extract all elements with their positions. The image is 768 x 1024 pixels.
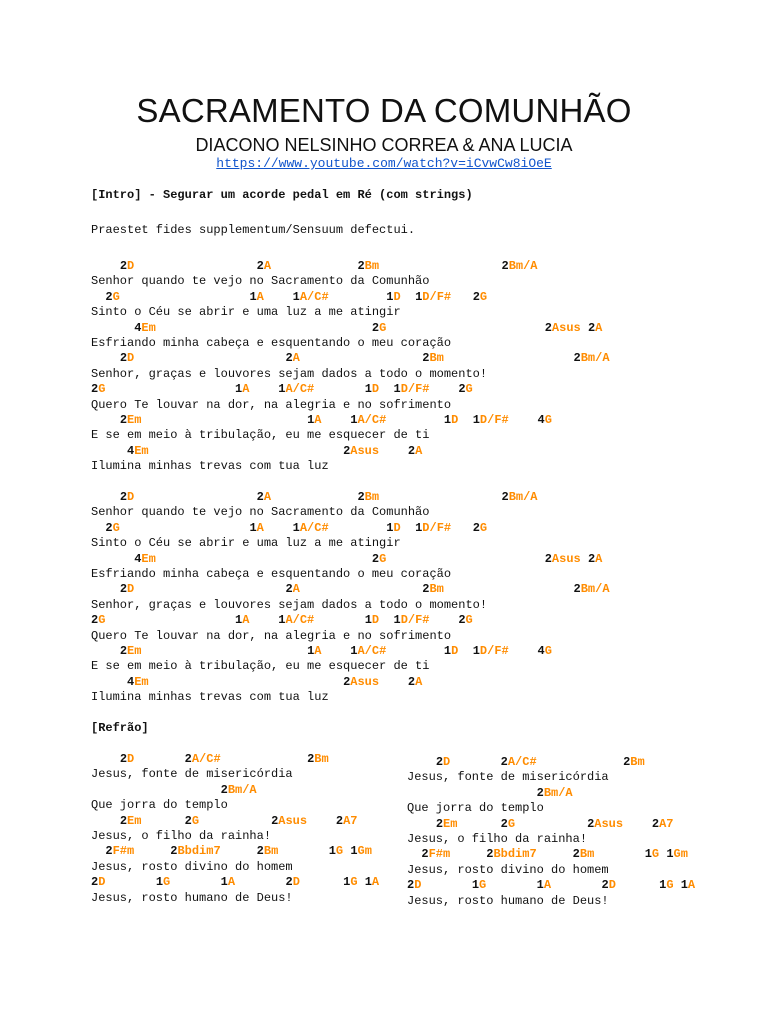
chord-name: G bbox=[98, 613, 106, 628]
chord-name: Bm/A bbox=[508, 490, 538, 504]
chord-name: A bbox=[256, 289, 264, 304]
chord-name: Em bbox=[127, 643, 142, 658]
lyric-line: Senhor, graças e louvores sejam dados a todo o momento! bbox=[91, 597, 488, 612]
chord-name: Bm/A bbox=[227, 782, 257, 797]
chord-finger: 2 bbox=[572, 847, 580, 862]
chord-finger: 2 bbox=[544, 320, 552, 335]
chord-name: G bbox=[112, 289, 120, 304]
chord-finger: 4 bbox=[537, 643, 545, 658]
chord-finger: 2 bbox=[573, 351, 581, 366]
chord-name: G bbox=[544, 412, 552, 427]
chord-line bbox=[91, 351, 610, 366]
chord-finger: 1 bbox=[307, 412, 315, 427]
chord-name: G bbox=[666, 878, 674, 893]
chord-name: A bbox=[415, 674, 423, 689]
chord-finger: 2 bbox=[500, 755, 508, 769]
chord-finger: 2 bbox=[458, 613, 466, 628]
lyric-line: Jesus, rosto divino do homem bbox=[91, 859, 293, 874]
chord-name: G bbox=[544, 643, 552, 658]
chord-finger: 2 bbox=[105, 520, 113, 535]
chord-line bbox=[91, 521, 610, 536]
chord-line bbox=[91, 752, 379, 767]
chord-name: D/F# bbox=[400, 613, 430, 628]
chord-name: Asus bbox=[350, 443, 380, 458]
chord-name: D bbox=[127, 582, 135, 597]
chord-line bbox=[91, 613, 610, 628]
chord-name: D bbox=[127, 752, 135, 766]
chord-name: A bbox=[292, 351, 300, 366]
chord-name: Bm bbox=[364, 490, 380, 504]
chord-name: A bbox=[292, 582, 300, 597]
chord-finger: 2 bbox=[458, 382, 466, 397]
chord-finger: 2 bbox=[285, 582, 293, 597]
chord-finger: 2 bbox=[170, 844, 178, 859]
chord-name: Gm bbox=[357, 844, 372, 859]
chord-name: Bm/A bbox=[543, 785, 573, 800]
chord-name: D bbox=[443, 755, 451, 769]
chord-name: A/C# bbox=[285, 613, 315, 628]
chord-name: D bbox=[98, 875, 106, 890]
chord-name: D bbox=[393, 289, 401, 304]
chord-name: Bbdim7 bbox=[177, 844, 221, 859]
chord-name: Em bbox=[127, 412, 142, 427]
refrain-label: [Refrão] bbox=[91, 721, 149, 735]
chord-name: D/F# bbox=[422, 289, 452, 304]
chord-name: Bm bbox=[314, 752, 329, 766]
chord-finger: 2 bbox=[472, 520, 480, 535]
lyric-line: Jesus, rosto divino do homem bbox=[407, 862, 609, 877]
chord-name: Bm bbox=[263, 844, 279, 859]
chord-name: Bm/A bbox=[580, 582, 610, 597]
chord-name: D/F# bbox=[422, 520, 452, 535]
chord-finger: 1 bbox=[659, 878, 667, 893]
chord-finger: 2 bbox=[105, 844, 113, 859]
chord-line bbox=[91, 382, 610, 397]
chord-name: G bbox=[350, 875, 358, 890]
chord-finger: 2 bbox=[184, 752, 192, 766]
chord-name: A bbox=[263, 490, 272, 504]
chord-finger: 1 bbox=[155, 875, 164, 890]
chord-name: D bbox=[451, 412, 459, 427]
chord-finger: 1 bbox=[220, 875, 228, 890]
chord-name: Bm bbox=[429, 351, 444, 366]
lyric-line: Jesus, fonte de misericórdia bbox=[91, 767, 293, 782]
chord-finger: 1 bbox=[364, 382, 372, 397]
chord-finger: 2 bbox=[651, 816, 660, 831]
chord-name: Bm bbox=[579, 847, 595, 862]
chord-name: Em bbox=[127, 813, 142, 828]
chord-name: Bm bbox=[630, 755, 645, 769]
refrain-right bbox=[407, 755, 695, 909]
chord-finger: 4 bbox=[537, 412, 545, 427]
chord-finger: 1 bbox=[328, 844, 336, 859]
chord-name: Asus bbox=[551, 551, 581, 566]
youtube-link[interactable]: https://www.youtube.com/watch?v=iCvwCw8iOeE bbox=[216, 156, 552, 171]
chord-name: A/C# bbox=[191, 752, 221, 766]
chord-name: A bbox=[242, 613, 250, 628]
chord-name: G bbox=[507, 816, 516, 831]
chord-name: G bbox=[379, 551, 387, 566]
chord-finger: 2 bbox=[256, 259, 264, 273]
chord-name: Em bbox=[134, 443, 149, 458]
chord-name: G bbox=[335, 844, 344, 859]
chord-finger: 2 bbox=[357, 490, 365, 504]
chord-finger: 2 bbox=[91, 613, 99, 628]
chord-finger: 2 bbox=[435, 755, 444, 769]
lyric-line: Senhor quando te vejo no Sacramento da Comunhão bbox=[91, 274, 430, 289]
chord-finger: 2 bbox=[486, 847, 494, 862]
chord-line bbox=[91, 875, 379, 890]
chord-finger: 2 bbox=[271, 813, 279, 828]
chord-name: Em bbox=[134, 674, 149, 689]
chord-name: D bbox=[127, 351, 135, 366]
chord-line bbox=[91, 290, 610, 305]
chord-finger: 2 bbox=[335, 813, 344, 828]
chord-line bbox=[91, 582, 610, 597]
chord-finger: 2 bbox=[536, 785, 544, 800]
lyric-line: Ilumina minhas trevas com tua luz bbox=[91, 459, 329, 474]
chord-line bbox=[407, 847, 695, 862]
lyric-line: Ilumina minhas trevas com tua luz bbox=[91, 690, 329, 705]
chord-finger: 2 bbox=[500, 816, 508, 831]
chord-finger: 1 bbox=[278, 613, 286, 628]
chord-name: D bbox=[371, 613, 380, 628]
chord-finger: 1 bbox=[386, 289, 394, 304]
chord-finger: 1 bbox=[393, 382, 401, 397]
chord-finger: 2 bbox=[184, 813, 192, 828]
chord-finger: 2 bbox=[435, 816, 444, 831]
chord-finger: 2 bbox=[119, 412, 128, 427]
chord-name: A/C# bbox=[285, 382, 315, 397]
chord-finger: 1 bbox=[415, 520, 423, 535]
lyric-line: Jesus, fonte de misericórdia bbox=[407, 770, 609, 785]
chord-name: D/F# bbox=[479, 643, 509, 658]
chord-finger: 2 bbox=[587, 320, 596, 335]
chord-finger: 2 bbox=[119, 582, 128, 597]
chord-finger: 1 bbox=[644, 847, 652, 862]
chord-finger: 2 bbox=[573, 582, 581, 597]
chord-finger: 2 bbox=[422, 582, 430, 597]
chord-name: D/F# bbox=[400, 382, 430, 397]
chord-finger: 2 bbox=[422, 351, 430, 366]
chord-finger: 1 bbox=[472, 412, 480, 427]
chord-name: A/C# bbox=[299, 289, 329, 304]
chord-name: A/C# bbox=[299, 520, 329, 535]
chord-finger: 1 bbox=[292, 289, 300, 304]
chord-line bbox=[91, 444, 610, 459]
chord-finger: 1 bbox=[364, 875, 372, 890]
chord-name: Bm/A bbox=[508, 259, 538, 273]
chord-finger: 4 bbox=[127, 674, 135, 689]
chord-name: A bbox=[543, 878, 552, 893]
chord-name: G bbox=[379, 320, 387, 335]
lyric-line: Que jorra do templo bbox=[407, 801, 544, 816]
chord-finger: 1 bbox=[292, 520, 300, 535]
chord-line bbox=[91, 552, 610, 567]
chord-finger: 2 bbox=[91, 382, 99, 397]
chord-name: A/C# bbox=[357, 643, 387, 658]
chord-finger: 2 bbox=[119, 259, 128, 273]
chord-finger: 2 bbox=[256, 490, 264, 504]
chord-line bbox=[91, 644, 610, 659]
chord-name: D bbox=[127, 259, 135, 273]
chord-name: Asus bbox=[551, 320, 581, 335]
chord-finger: 2 bbox=[544, 551, 552, 566]
chord-finger: 1 bbox=[680, 878, 688, 893]
chord-finger: 1 bbox=[235, 613, 243, 628]
chord-name: Em bbox=[443, 816, 458, 831]
chord-finger: 1 bbox=[536, 878, 544, 893]
chord-finger: 1 bbox=[350, 844, 358, 859]
chord-line bbox=[407, 755, 695, 770]
chord-finger: 1 bbox=[249, 520, 257, 535]
lyric-line: Quero Te louvar na dor, na alegria e no sofrimento bbox=[91, 628, 452, 643]
chord-name: F#m bbox=[428, 847, 451, 862]
chord-finger: 1 bbox=[235, 382, 243, 397]
chord-name: A bbox=[314, 412, 322, 427]
lyric-line: Jesus, o filho da rainha! bbox=[91, 828, 272, 843]
chord-name: Bm bbox=[364, 259, 380, 273]
chord-name: G bbox=[479, 878, 487, 893]
latin-line: Praestet fides supplementum/Sensuum defectui. bbox=[91, 223, 416, 237]
chord-name: D bbox=[292, 875, 300, 890]
chord-finger: 2 bbox=[371, 320, 380, 335]
lyric-line: Esfriando minha cabeça e esquentando o meu coração bbox=[91, 566, 452, 581]
verse-1 bbox=[91, 259, 610, 474]
chord-finger: 2 bbox=[357, 259, 365, 273]
lyric-line: Senhor quando te vejo no Sacramento da Comunhão bbox=[91, 505, 430, 520]
chord-finger: 4 bbox=[134, 551, 142, 566]
chord-finger: 1 bbox=[472, 643, 480, 658]
chord-name: D bbox=[414, 878, 422, 893]
chord-name: A bbox=[687, 878, 696, 893]
chord-name: Em bbox=[141, 551, 156, 566]
chord-finger: 1 bbox=[364, 613, 372, 628]
chord-line bbox=[91, 259, 610, 274]
chord-finger: 2 bbox=[119, 490, 128, 504]
chord-finger: 2 bbox=[119, 643, 128, 658]
chord-name: A bbox=[371, 875, 380, 890]
lyric-line: Esfriando minha cabeça e esquentando o meu coração bbox=[91, 335, 452, 350]
lyric-line: Jesus, rosto humano de Deus! bbox=[407, 893, 609, 908]
chord-finger: 2 bbox=[343, 443, 351, 458]
chord-name: Gm bbox=[673, 847, 688, 862]
chord-finger: 2 bbox=[343, 674, 351, 689]
lyric-line: Sinto o Céu se abrir e uma luz a me atingir bbox=[91, 305, 401, 320]
chord-name: A bbox=[227, 875, 236, 890]
lyric-line: Sinto o Céu se abrir e uma luz a me atingir bbox=[91, 536, 401, 551]
chord-name: A bbox=[256, 520, 264, 535]
chord-finger: 1 bbox=[666, 847, 674, 862]
chord-finger: 2 bbox=[285, 351, 293, 366]
chord-line bbox=[407, 817, 695, 832]
chord-finger: 1 bbox=[443, 412, 452, 427]
chord-finger: 2 bbox=[371, 551, 380, 566]
chord-finger: 4 bbox=[127, 443, 135, 458]
chord-name: Bm bbox=[429, 582, 444, 597]
chord-finger: 1 bbox=[249, 289, 257, 304]
chord-finger: 1 bbox=[386, 520, 394, 535]
chord-name: Asus bbox=[350, 674, 380, 689]
song-artists: DIACONO NELSINHO CORREA & ANA LUCIA bbox=[195, 135, 573, 155]
chord-line bbox=[91, 675, 610, 690]
chord-name: D/F# bbox=[479, 412, 509, 427]
chord-name: A/C# bbox=[357, 412, 387, 427]
chord-name: Bbdim7 bbox=[493, 847, 537, 862]
chord-name: A bbox=[415, 443, 423, 458]
chord-name: A7 bbox=[343, 813, 358, 828]
chord-name: Asus bbox=[594, 816, 624, 831]
chord-finger: 2 bbox=[421, 847, 429, 862]
chord-finger: 2 bbox=[119, 813, 128, 828]
chord-finger: 2 bbox=[407, 443, 416, 458]
chord-name: G bbox=[163, 875, 171, 890]
chord-finger: 1 bbox=[471, 878, 480, 893]
lyric-line: Senhor, graças e louvores sejam dados a todo o momento! bbox=[91, 366, 488, 381]
song-title: SACRAMENTO DA COMUNHÃO bbox=[136, 92, 632, 129]
lyric-line: Quero Te louvar na dor, na alegria e no sofrimento bbox=[91, 397, 452, 412]
chord-name: A bbox=[314, 643, 322, 658]
refrain-left bbox=[91, 752, 379, 906]
chord-name: G bbox=[191, 813, 200, 828]
chord-name: D bbox=[608, 878, 616, 893]
chord-finger: 2 bbox=[472, 289, 480, 304]
chord-line bbox=[91, 783, 379, 798]
chord-line bbox=[91, 844, 379, 859]
chord-line bbox=[407, 786, 695, 801]
chord-finger: 2 bbox=[307, 752, 315, 766]
chord-finger: 4 bbox=[134, 320, 142, 335]
chord-finger: 1 bbox=[350, 412, 358, 427]
intro-label: [Intro] - Segurar um acorde pedal em Ré (com strings) bbox=[91, 188, 473, 202]
chord-finger: 2 bbox=[105, 289, 113, 304]
chord-name: G bbox=[479, 289, 488, 304]
chord-finger: 2 bbox=[587, 816, 595, 831]
chord-finger: 2 bbox=[407, 674, 416, 689]
chord-finger: 1 bbox=[307, 643, 315, 658]
chord-name: A bbox=[595, 551, 603, 566]
chord-name: A/C# bbox=[507, 755, 537, 769]
chord-name: Em bbox=[141, 320, 156, 335]
chord-finger: 2 bbox=[91, 875, 99, 890]
chord-finger: 2 bbox=[220, 782, 228, 797]
chord-name: A bbox=[263, 259, 272, 273]
chord-name: G bbox=[465, 382, 473, 397]
chord-finger: 1 bbox=[350, 643, 358, 658]
chord-finger: 2 bbox=[501, 490, 509, 504]
chord-name: G bbox=[479, 520, 488, 535]
chord-line bbox=[91, 490, 610, 505]
chord-finger: 2 bbox=[587, 551, 596, 566]
chord-finger: 2 bbox=[623, 755, 631, 769]
chord-name: F#m bbox=[112, 844, 135, 859]
lyric-line: E se em meio à tribulação, eu me esquecer de ti bbox=[91, 428, 430, 443]
chord-name: D bbox=[127, 490, 135, 504]
chord-finger: 2 bbox=[601, 878, 609, 893]
lyric-line: Jesus, rosto humano de Deus! bbox=[91, 890, 293, 905]
chord-finger: 2 bbox=[119, 351, 128, 366]
chord-line bbox=[91, 413, 610, 428]
chord-line bbox=[407, 878, 695, 893]
chord-name: D bbox=[371, 382, 380, 397]
chord-finger: 1 bbox=[415, 289, 423, 304]
chord-name: A7 bbox=[659, 816, 674, 831]
chord-finger: 2 bbox=[256, 844, 264, 859]
chord-name: D bbox=[451, 643, 459, 658]
chord-finger: 1 bbox=[278, 382, 286, 397]
lyric-line: Jesus, o filho da rainha! bbox=[407, 831, 588, 846]
chord-line bbox=[91, 321, 610, 336]
chord-finger: 1 bbox=[343, 875, 351, 890]
chord-name: A bbox=[595, 320, 603, 335]
chord-name: G bbox=[465, 613, 473, 628]
chord-name: G bbox=[651, 847, 660, 862]
chord-finger: 1 bbox=[393, 613, 401, 628]
chord-finger: 2 bbox=[407, 878, 415, 893]
lyric-line: E se em meio à tribulação, eu me esquecer de ti bbox=[91, 659, 430, 674]
chord-finger: 2 bbox=[119, 752, 128, 766]
chord-finger: 2 bbox=[285, 875, 293, 890]
lyric-line: Que jorra do templo bbox=[91, 798, 228, 813]
chord-name: Bm/A bbox=[580, 351, 610, 366]
chord-finger: 1 bbox=[443, 643, 452, 658]
verse-2 bbox=[91, 490, 610, 705]
chord-name: Asus bbox=[278, 813, 308, 828]
chord-name: G bbox=[98, 382, 106, 397]
chord-name: D bbox=[393, 520, 401, 535]
chord-finger: 2 bbox=[501, 259, 509, 273]
chord-line bbox=[91, 814, 379, 829]
chord-name: A bbox=[242, 382, 250, 397]
chord-name: G bbox=[112, 520, 120, 535]
